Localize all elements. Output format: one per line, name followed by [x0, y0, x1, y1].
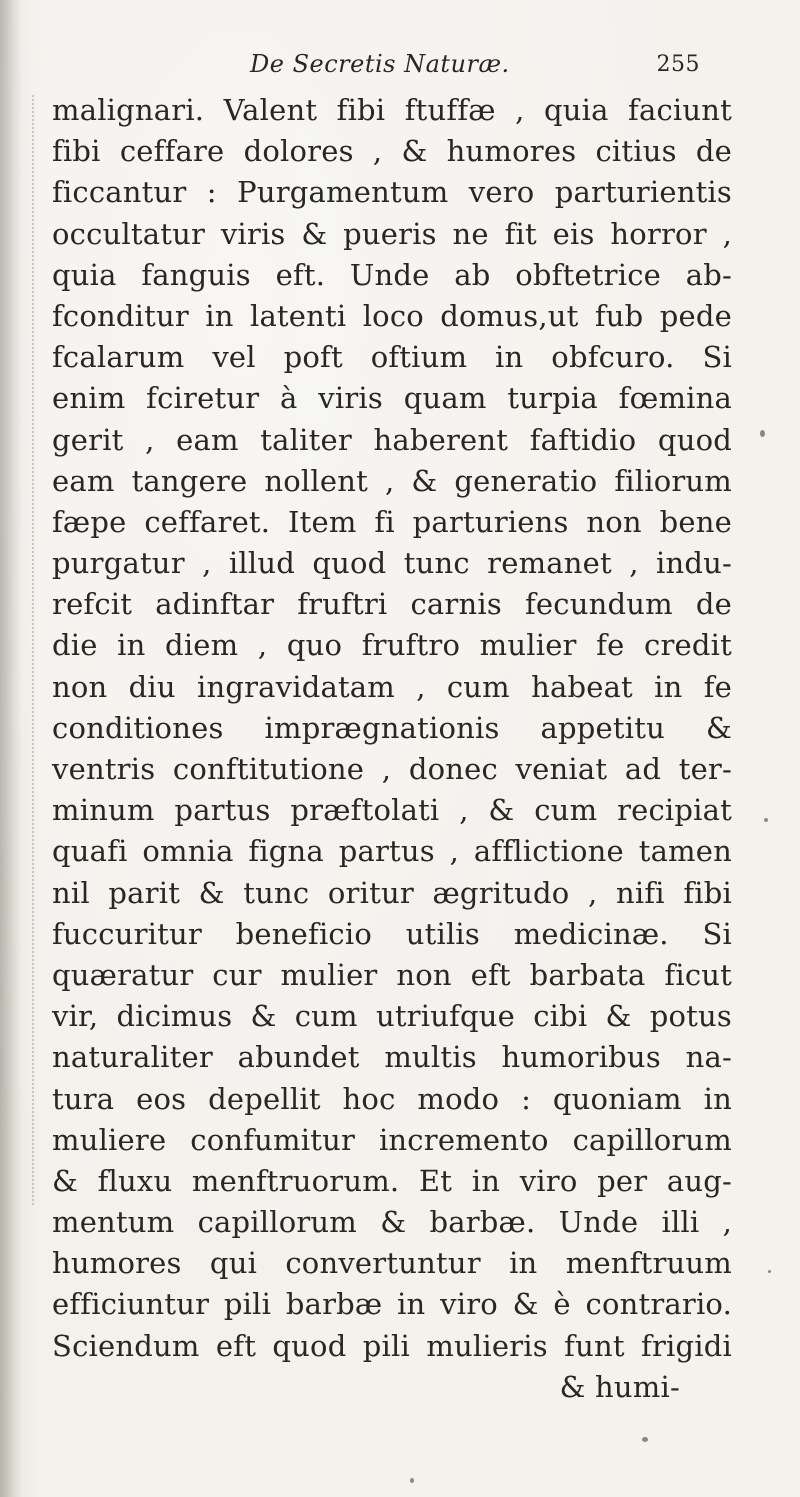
text-line: fæpe ceffaret. Item fi parturiens non bene [52, 504, 732, 539]
text-line: ventris conftitutione , donec veniat ad ter- [52, 752, 732, 786]
text-line: malignari. Valent fibi ftuffæ , quia faciunt [52, 93, 732, 127]
text-line: refcit adinftar fruftri carnis fecundum de [52, 587, 732, 622]
catchword: & humi- [559, 1369, 680, 1404]
text-line: mentum capillorum & barbæ. Unde illi , [52, 1205, 732, 1240]
text-line: non diu ingravidatam , cum habeat in fe [52, 669, 732, 704]
text-line: fibi ceffare dolores , & humores citius de [52, 134, 732, 169]
text-line: naturaliter abundet multis humoribus na- [52, 1040, 732, 1075]
text-line: nil parit & tunc oritur ægritudo , nifi fibi [52, 875, 732, 910]
ink-speck [642, 1437, 648, 1442]
text-line: humores qui convertuntur in menftruum [52, 1246, 732, 1281]
text-line: efficiuntur pili barbæ in viro & è contrario. [52, 1287, 732, 1322]
body-text [52, 90, 732, 1408]
text-line: occultatur viris & pueris ne fit eis horror , [52, 216, 732, 251]
text-line: tura eos depellit hoc modo : quoniam in [52, 1081, 732, 1116]
ink-speck [410, 1478, 414, 1483]
text-line: quafi omnia figna partus , afflictione tamen [52, 834, 732, 869]
text-line: quia fanguis eft. Unde ab obftetrice ab- [52, 257, 732, 292]
gutter-shadow [0, 0, 22, 1497]
ink-speck [768, 1270, 771, 1273]
text-line: fconditur in latenti loco domus,ut fub pede [52, 298, 732, 333]
text-line: minum partus præftolati , & cum recipiat [52, 793, 732, 828]
text-line: ficcantur : Purgamentum vero parturientis [52, 175, 732, 210]
page-number: 255 [656, 52, 700, 77]
text-line: gerit , eam taliter haberent faftidio quod [52, 422, 732, 457]
running-head [250, 50, 700, 90]
text-line: muliere confumitur incremento capillorum [52, 1122, 732, 1157]
text-line: quæratur cur mulier non eft barbata ficut [52, 957, 732, 992]
text-line: enim fciretur à viris quam turpia fœmina [52, 381, 732, 416]
text-line: conditiones imprægnationis appetitu & [52, 710, 732, 745]
ink-speck [760, 430, 765, 437]
gutter-bleed-marks [32, 95, 42, 1205]
text-line: fcalarum vel poft oftium in obfcuro. Si [52, 340, 732, 375]
ink-speck [764, 818, 768, 822]
text-line: vir, dicimus & cum utriufque cibi & potus [52, 999, 732, 1034]
text-line: eam tangere nollent , & generatio filiorum [52, 463, 732, 498]
text-line: & fluxu menftruorum. Et in viro per aug- [52, 1163, 732, 1198]
running-title: De Secretis Naturæ. [250, 50, 510, 78]
text-line: Sciendum eft quod pili mulieris funt frigidi [52, 1328, 732, 1363]
text-line: fuccuritur beneficio utilis medicinæ. Si [52, 916, 732, 951]
text-line: die in diem , quo fruftro mulier fe credit [52, 628, 732, 663]
text-line: purgatur , illud quod tunc remanet , indu- [52, 546, 732, 581]
